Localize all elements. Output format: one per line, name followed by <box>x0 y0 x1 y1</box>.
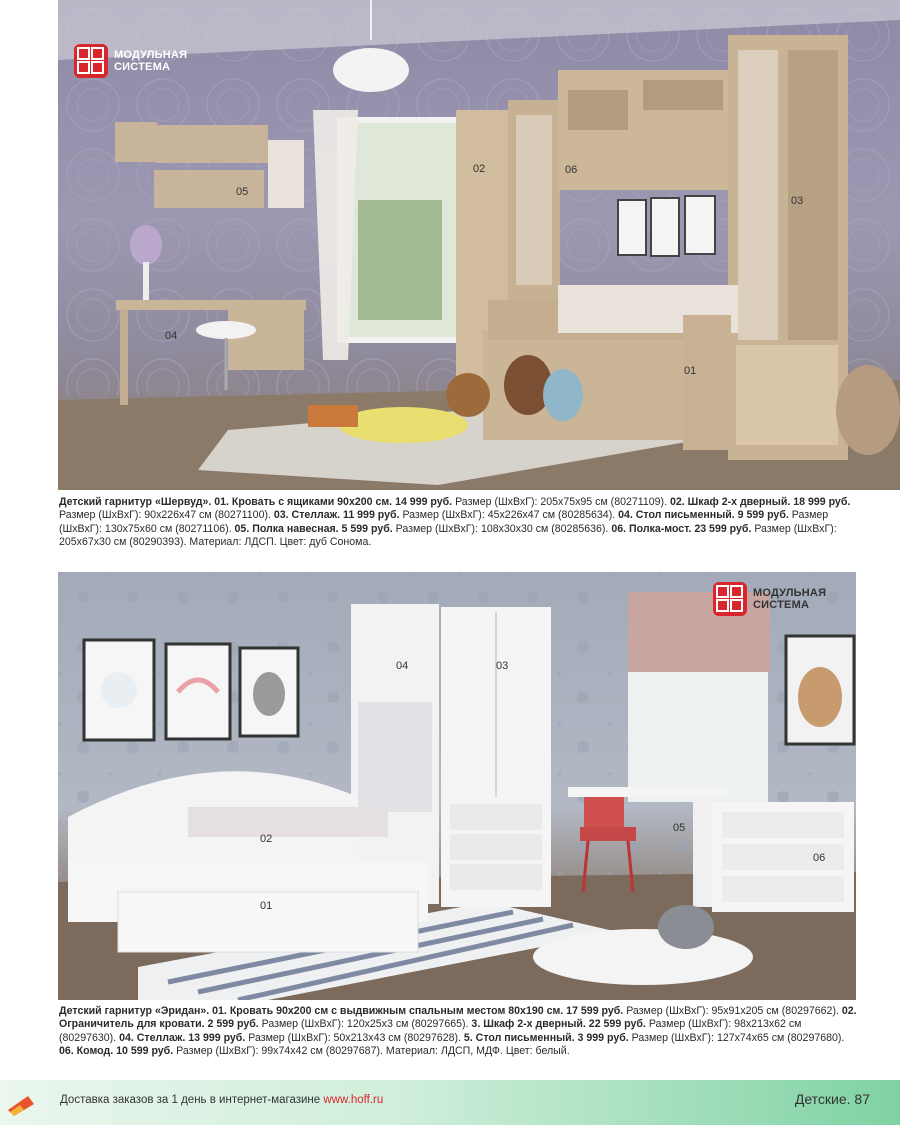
caption1-text-4: Размер (ШхВхГ): 108х30х30 см (80285636). <box>392 522 612 535</box>
caption1-bold-2: 03. Стеллаж. 11 999 руб. <box>273 509 400 522</box>
caption2-text-1: Размер (ШхВхГ): 120х25х3 см (80297665). <box>258 1018 472 1031</box>
caption1-text-1: Размер (ШхВхГ): 90х226х47 см (80271100). <box>59 509 274 522</box>
delivery-text: Доставка заказов за 1 день в интернет-магазине <box>60 1094 324 1106</box>
item-label-03-b: 03 <box>496 660 509 672</box>
badge-text-2 <box>753 587 826 611</box>
item-label-06: 06 <box>565 164 578 176</box>
item-label-05-b: 05 <box>673 822 686 834</box>
item-label-01: 01 <box>684 365 697 377</box>
caption1-bold-0: Детский гарнитур «Шервуд». 01. Кровать с ящиками 90х200 см. 14 999 руб. <box>59 496 453 508</box>
photo-eridan-room <box>58 572 856 1000</box>
caption2-text-5: Размер (ШхВхГ): 99х74х42 см (80297687). Материал: ЛДСП, МДФ. Цвет: белый. <box>173 1045 570 1058</box>
caption1-text-3: Размер (ШхВхГ): 130х75х60 см (80271106). <box>59 509 829 535</box>
page-number: Детские. 87 <box>794 1091 870 1107</box>
caption2-text-4: Размер (ШхВхГ): 127х74х65 см (80297680). <box>628 1031 845 1044</box>
item-label-04-b: 04 <box>396 660 409 672</box>
item-label-01-b: 01 <box>260 900 273 912</box>
caption1-text-0: Размер (ШхВхГ): 205х75х95 см (80271109). <box>452 496 670 508</box>
badge-line1: МОДУЛЬНАЯ <box>114 49 188 61</box>
caption2-text-0: Размер (ШхВхГ): 95х91х205 см (80297662). <box>623 1005 842 1017</box>
item-label-04: 04 <box>165 330 178 342</box>
caption2-bold-3: 04. Стеллаж. 13 999 руб. <box>119 1031 246 1044</box>
site-link[interactable]: www.hoff.ru <box>323 1094 384 1106</box>
badge-text <box>114 49 187 73</box>
caption2-text-3: Размер (ШхВхГ): 50х213х43 см (80297628). <box>245 1031 464 1044</box>
caption1-bold-4: 05. Полка навесная. 5 599 руб. <box>234 522 393 535</box>
caption2-bold-0: Детский гарнитур «Эридан». 01. Кровать 90х200 см с выдвижным спальным местом 80х190 см. 17 599 руб. <box>59 1005 624 1017</box>
modular-system-badge <box>74 44 187 78</box>
item-label-03: 03 <box>791 195 804 207</box>
badge2-line1: МОДУЛЬНАЯ <box>753 587 827 599</box>
caption2-bold-5: 06. Комод. 10 599 руб. <box>59 1045 174 1058</box>
caption-eridan <box>59 1005 859 1059</box>
caption2-bold-2: 3. Шкаф 2-х дверный. 22 599 руб. <box>471 1018 646 1031</box>
caption2-bold-4: 5. Стол письменный. 3 999 руб. <box>463 1031 629 1044</box>
caption1-text-5: Размер (ШхВхГ): 205х67х30 см (80290393). Материал: ЛДСП. Цвет: дуб Сонома. <box>59 522 837 549</box>
caption1-bold-5: 06. Полка-мост. 23 599 руб. <box>611 522 752 535</box>
caption1-bold-3: 04. Стол письменный. 9 599 руб. <box>618 509 789 522</box>
caption1-bold-1: 02. Шкаф 2-х дверный. 18 999 руб. <box>669 496 851 508</box>
caption2-bold-1: 02. Ограничитель для кровати. 2 599 руб. <box>59 1005 857 1031</box>
eridan-room-illustration <box>58 572 856 1000</box>
caption-sherwood <box>59 496 859 550</box>
caption2-text-2: Размер (ШхВхГ): 98х213х62 см (80297630). <box>59 1018 802 1044</box>
modular-system-icon <box>74 44 108 78</box>
caption1-text-2: Размер (ШхВхГ): 45х226х47 см (80285634). <box>399 509 619 522</box>
item-label-02-b: 02 <box>260 833 273 845</box>
item-label-05: 05 <box>236 186 249 198</box>
item-label-02: 02 <box>473 163 486 175</box>
modular-system-badge-2 <box>713 582 826 616</box>
modular-system-icon-2 <box>713 582 747 616</box>
item-label-06-b: 06 <box>813 852 826 864</box>
hoff-logo-icon <box>6 1092 36 1118</box>
badge-line2: СИСТЕМА <box>114 61 171 73</box>
badge2-line2: СИСТЕМА <box>753 599 810 611</box>
footer-delivery-note <box>60 1094 383 1106</box>
